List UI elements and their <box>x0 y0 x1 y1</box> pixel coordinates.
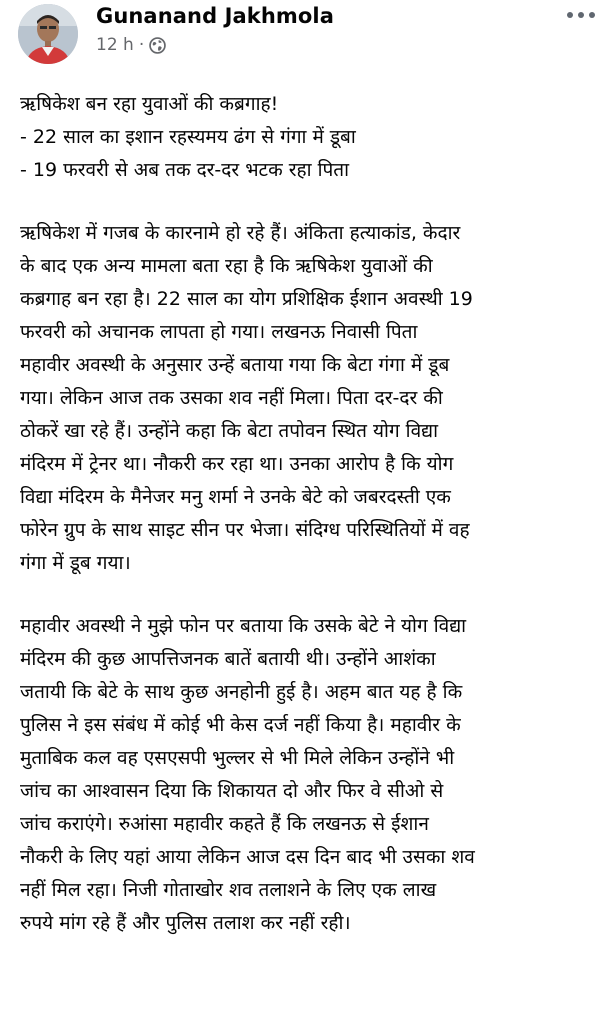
text-line: कब्रगाह बन रहा है। 22 साल का योग प्रशिक्षिक ईशान अवस्थी 19 <box>20 288 473 310</box>
post-paragraph-1 <box>20 217 598 580</box>
text-line: मंदिरम की कुछ आपत्तिजनक बातें बतायी थी। उन्होंने आशंका <box>20 648 436 670</box>
text-line: ऋषिकेश में गजब के कारनामे हो रहे हैं। अंकिता हत्याकांड, केदार <box>20 222 461 244</box>
text-line: मुताबिक कल वह एसएसपी भुल्लर से भी मिले लेकिन उन्होंने भी <box>20 747 455 769</box>
meta-separator: · <box>138 35 145 55</box>
text-line: महावीर अवस्थी ने मुझे फोन पर बताया कि उसके बेटे ने योग विद्या <box>20 615 467 637</box>
text-line: मंदिरम में ट्रेनर था। नौकरी कर रहा था। उनका आरोप है कि योग <box>20 453 454 475</box>
text-line: रुपये मांग रहे हैं और पुलिस तलाश कर नहीं रही। <box>20 912 351 934</box>
text-line: जतायी कि बेटे के साथ कुछ अनहोनी हुई है। अहम बात यह है कि <box>20 681 463 703</box>
text-line: फोरेन ग्रुप के साथ साइट सीन पर भेजा। संदिग्ध परिस्थितियों में वह <box>20 519 470 541</box>
text-line: नौकरी के लिए यहां आया लेकिन आज दस दिन बाद भी उसका शव <box>20 846 475 868</box>
post-headline: ऋषिकेश बन रहा युवाओं की कब्रगाह! <box>20 93 279 115</box>
text-line: पुलिस ने इस संबंध में कोई भी केस दर्ज नहीं किया है। महावीर के <box>20 714 461 736</box>
author-name[interactable]: Gunanand Jakhmola <box>96 4 335 28</box>
post-meta <box>96 35 166 55</box>
text-line: गंगा में डूब गया। <box>20 552 131 574</box>
text-line: नहीं मिल रहा। निजी गोताखोर शव तलाशने के लिए एक लाख <box>20 879 437 901</box>
text-line: महावीर अवस्थी के अनुसार उन्हें बताया गया कि बेटा गंगा में डूब <box>20 354 450 376</box>
text-line: फरवरी को अचानक लापता हो गया। लखनऊ निवासी पिता <box>20 321 418 343</box>
post-subhead-2: - 19 फरवरी से अब तक दर-दर भटक रहा पिता <box>20 159 350 181</box>
post-header <box>0 0 611 70</box>
text-line: ठोकरें खा रहे हैं। उन्होंने कहा कि बेटा तपोवन स्थित योग विद्या <box>20 420 439 442</box>
post-paragraph-2 <box>20 610 598 940</box>
text-line: जांच का आश्वासन दिया कि शिकायत दो और फिर वे सीओ से <box>20 780 444 802</box>
avatar[interactable] <box>18 4 78 64</box>
post-body <box>20 88 598 970</box>
post-title-block <box>20 88 598 187</box>
text-line: जांच कराएंगे। रुआंसा महावीर कहते हैं कि लखनऊ से ईशान <box>20 813 429 835</box>
text-line: विद्या मंदिरम के मैनेजर मनु शर्मा ने उनके बेटे को जबरदस्ती एक <box>20 486 451 508</box>
globe-icon <box>149 37 166 54</box>
text-line: के बाद एक अन्य मामला बता रहा है कि ऋषिकेश युवाओं की <box>20 255 433 277</box>
post-time[interactable]: 12 h <box>96 35 134 55</box>
post-subhead-1: - 22 साल का इशान रहस्यमय ढंग से गंगा में डूबा <box>20 126 356 148</box>
profile-photo <box>18 4 78 64</box>
more-options-icon[interactable] <box>565 0 597 27</box>
text-line: गया। लेकिन आज तक उसका शव नहीं मिला। पिता दर-दर की <box>20 387 443 409</box>
